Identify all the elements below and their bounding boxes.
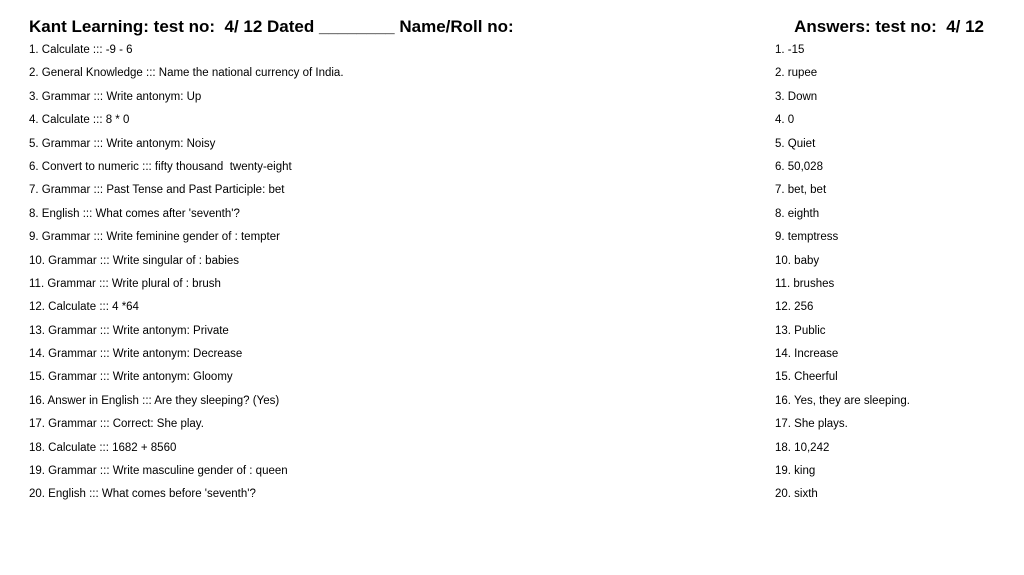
question-item: 2. General Knowledge ::: Name the national currency of India.: [29, 67, 344, 80]
answer-item: 2. rupee: [775, 67, 818, 80]
answer-item: 6. 50,028: [775, 160, 823, 173]
answer-item: 9. temptress: [775, 231, 839, 244]
question-item: 14. Grammar ::: Write antonym: Decrease: [29, 348, 243, 361]
answer-item: 3. Down: [775, 90, 818, 103]
answer-item: 1. -15: [775, 44, 805, 56]
answer-item: 20. sixth: [775, 488, 818, 501]
question-item: 7. Grammar ::: Past Tense and Past Participle: bet: [29, 184, 285, 197]
question-item: 11. Grammar ::: Write plural of : brush: [29, 277, 221, 290]
answer-item: 15. Cheerful: [775, 371, 838, 384]
answer-item: 16. Yes, they are sleeping.: [775, 394, 910, 407]
answer-item: 12. 256: [775, 301, 814, 314]
answers-title: Answers: test no: 4/ 12: [794, 17, 984, 36]
answer-item: 4. 0: [775, 114, 795, 127]
answer-item: 7. bet, bet: [775, 184, 827, 197]
question-item: 12. Calculate ::: 4 *64: [29, 301, 139, 314]
question-item: 8. English ::: What comes after 'seventh'?: [29, 207, 240, 220]
question-item: 13. Grammar ::: Write antonym: Private: [29, 324, 229, 337]
question-item: 3. Grammar ::: Write antonym: Up: [29, 90, 202, 103]
answer-item: 10. baby: [775, 254, 820, 267]
answer-item: 17. She plays.: [775, 418, 848, 431]
question-list: [29, 40, 729, 508]
answer-item: 18. 10,242: [775, 441, 830, 454]
question-item: 10. Grammar ::: Write singular of : babies: [29, 254, 240, 267]
answer-item: 19. king: [775, 465, 816, 478]
page-title: Kant Learning: test no: 4/ 12 Dated ________ Name/Roll no:: [29, 17, 514, 36]
question-item: 5. Grammar ::: Write antonym: Noisy: [29, 137, 216, 150]
answer-item: 13. Public: [775, 324, 826, 337]
question-item: 16. Answer in English ::: Are they sleeping? (Yes): [29, 394, 280, 407]
question-item: 20. English ::: What comes before 'seventh'?: [29, 488, 256, 501]
question-item: 6. Convert to numeric ::: fifty thousand twenty-eight: [29, 160, 292, 173]
question-item: 18. Calculate ::: 1682 + 8560: [29, 441, 177, 454]
question-item: 19. Grammar ::: Write masculine gender of : queen: [29, 465, 288, 478]
question-item: 17. Grammar ::: Correct: She play.: [29, 418, 204, 431]
question-item: 9. Grammar ::: Write feminine gender of : tempter: [29, 231, 280, 244]
question-item: 15. Grammar ::: Write antonym: Gloomy: [29, 371, 233, 384]
answer-item: 14. Increase: [775, 348, 839, 361]
question-item: 4. Calculate ::: 8 * 0: [29, 114, 130, 127]
answer-item: 5. Quiet: [775, 137, 816, 150]
answer-item: 11. brushes: [775, 277, 835, 290]
answer-item: 8. eighth: [775, 207, 820, 220]
answer-list: [775, 40, 995, 508]
question-item: 1. Calculate ::: -9 - 6: [29, 44, 133, 56]
